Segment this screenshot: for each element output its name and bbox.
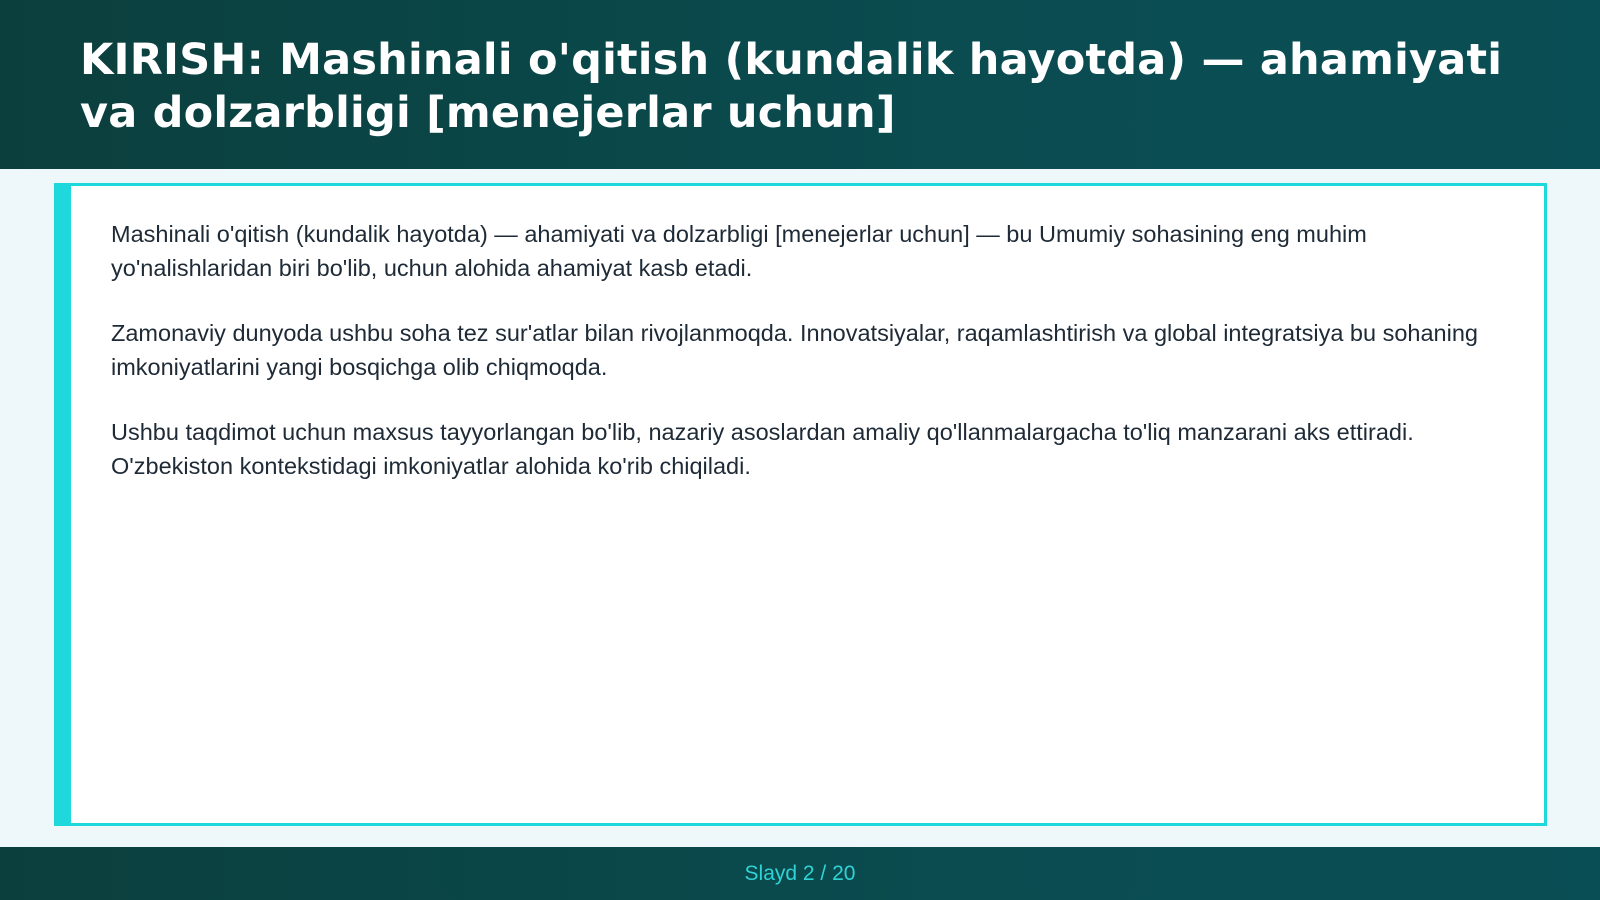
body-paragraph-2: Zamonaviy dunyoda ushbu soha tez sur'atlar bilan rivojlanmoqda. Innovatsiyalar, raqamlashtirish va global integratsiya bu sohaning imkoniyatlarini yangi bosqichga olib chiqmoqda. (111, 320, 1478, 380)
body-paragraph-1: Mashinali o'qitish (kundalik hayotda) — ahamiyati va dolzarbligi [menejerlar uchun] — bu Umumiy sohasining eng muhim yo'nalishlaridan biri bo'lib, uchun alohida ahamiyat kasb etadi. (111, 221, 1367, 281)
slide-title: KIRISH: Mashinali o'qitish (kundalik hayotda) — ahamiyati va dolzarbligi [menejerlar uchun] (80, 35, 1503, 138)
slide-header (0, 0, 1600, 169)
content-card (54, 183, 1547, 826)
slide-footer (0, 847, 1600, 900)
slide-counter: Slayd 2 / 20 (744, 861, 856, 885)
body-paragraph-3: Ushbu taqdimot uchun maxsus tayyorlangan bo'lib, nazariy asoslardan amaliy qo'llanmalargacha to'liq manzarani aks ettiradi. O'zbekiston kontekstidagi imkoniyatlar alohida ko'rib chiqiladi. (111, 419, 1414, 479)
